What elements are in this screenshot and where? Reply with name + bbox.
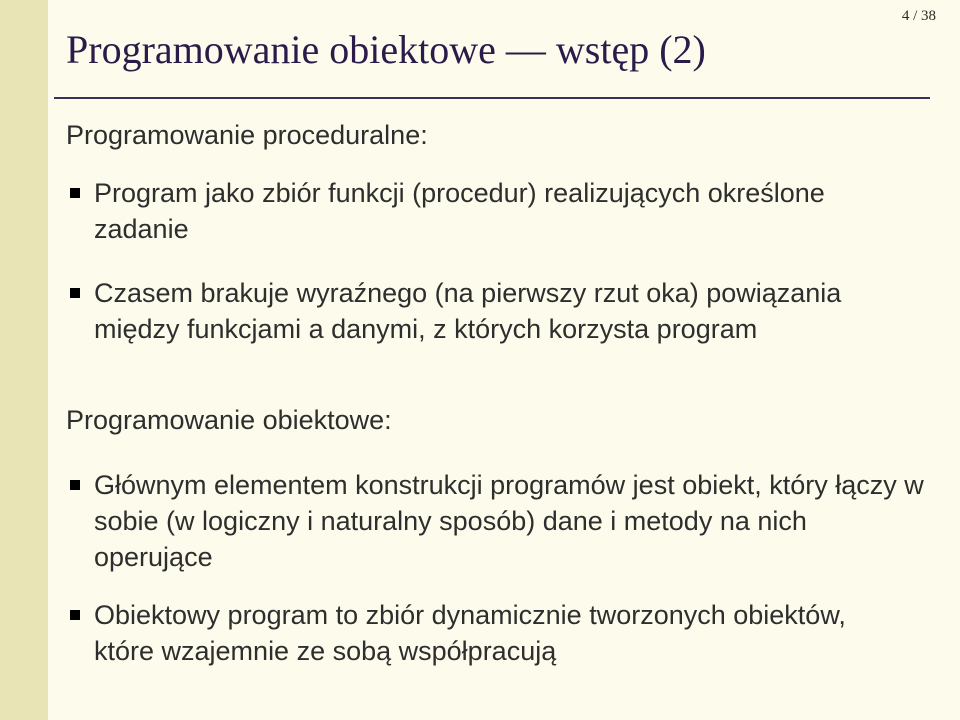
page-counter: 4 / 38 — [901, 8, 936, 24]
bullet-text: Program jako zbiór funkcji (procedur) realizujących określone zadanie — [94, 178, 825, 244]
square-bullet-icon — [68, 175, 94, 185]
section-heading-object-oriented: Programowanie obiektowe: — [66, 405, 392, 435]
square-bullet-icon — [68, 597, 94, 607]
list-item — [68, 275, 930, 347]
square-bullet-icon — [68, 467, 94, 477]
title-divider — [54, 97, 930, 99]
slide-title: Programowanie obiektowe — wstęp (2) — [66, 27, 706, 72]
slide-side-bar — [0, 0, 48, 720]
bullet-text: Głównym elementem konstrukcji programów jest obiekt, który łączy w sobie (w logiczny i naturalny sposób) dane i metody na nich operujące — [94, 470, 924, 572]
section-heading-procedural: Programowanie proceduralne: — [66, 120, 428, 150]
bullet-text: Czasem brakuje wyraźnego (na pierwszy rzut oka) powiązania między funkcjami a danymi, z których korzysta program — [94, 278, 842, 344]
list-item — [68, 175, 828, 247]
bullet-text: Obiektowy program to zbiór dynamicznie tworzonych obiektów, które wzajemnie ze sobą współpracują — [94, 600, 846, 666]
list-item — [68, 597, 848, 669]
list-item — [68, 467, 930, 575]
square-bullet-icon — [68, 275, 94, 285]
